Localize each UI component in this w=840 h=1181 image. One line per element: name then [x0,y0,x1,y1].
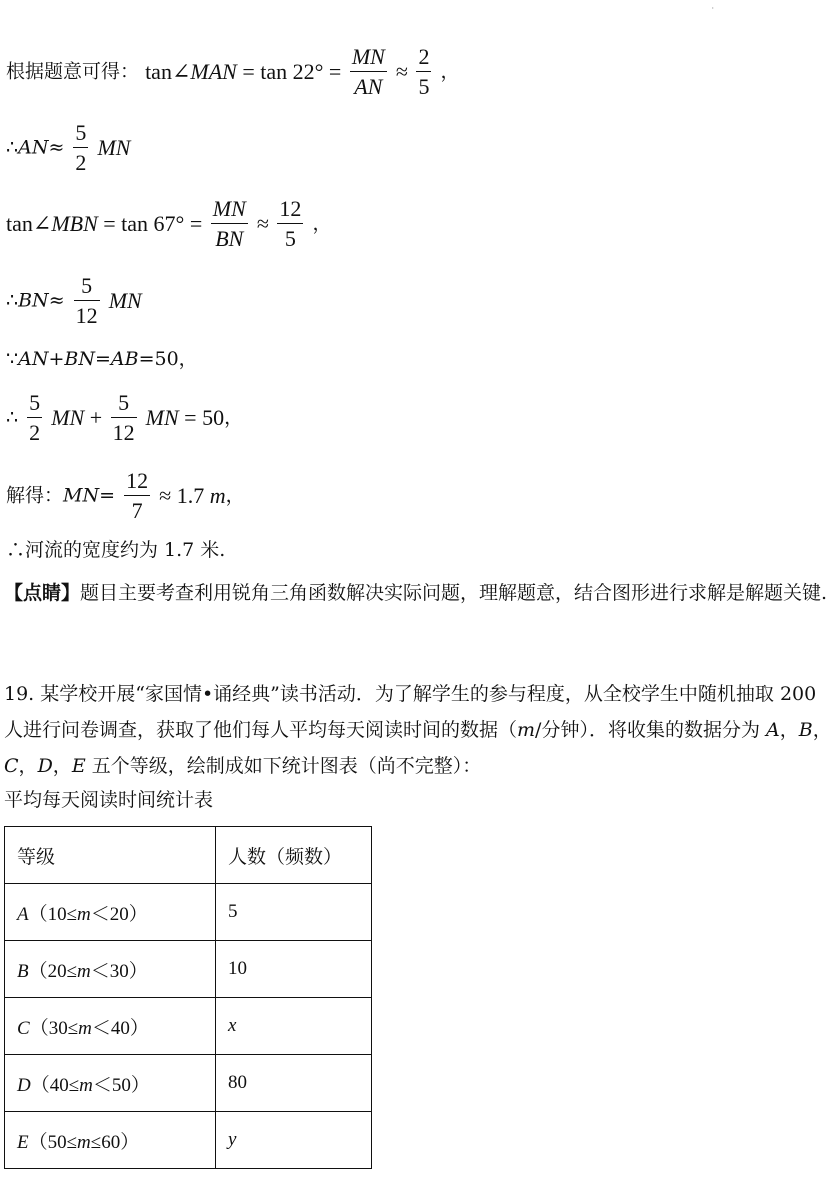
numerator: 5 [111,390,137,418]
approx-sign: ≈ [48,289,65,312]
approx-value: ≈ 1.7 [159,482,210,508]
numerator: 12 [277,196,303,224]
level-letter: D [17,1074,31,1096]
level-cell [5,884,216,941]
level-cell [5,941,216,998]
comment-paragraph [4,575,834,611]
tan-label: tan∠ [6,210,52,236]
comment-label: 【点睛】 [4,582,81,604]
range-text: （40≤ [30,1074,80,1096]
range-text: ＜20） [90,903,148,925]
punctuation: ， [224,406,244,429]
separator: ， [812,719,832,741]
range-text: （30≤ [29,1017,79,1039]
denominator: 5 [284,226,296,252]
count-cell: y [216,1112,372,1169]
approx-sign: ≈ [395,58,414,84]
denominator: 5 [418,74,430,100]
reading-time-table [4,826,372,1169]
problem-text: /分钟）．将收集的数据分为 [535,719,766,741]
variable: m [79,1074,93,1096]
table-row [5,1112,372,1169]
level-label: B [798,719,813,741]
numerator: MN [211,196,248,224]
solution-line-3 [6,196,331,252]
variable: m [517,719,536,741]
therefore-symbol: ∴ [6,406,25,429]
header-count: 人数（频数） [216,827,372,884]
punctuation: ， [225,484,245,507]
level-letter: B [17,960,29,982]
variable: MN [108,287,142,313]
variable: MN [97,134,131,160]
therefore-symbol: ∴ [6,136,19,159]
comment-text: 题目主要考查利用锐角三角函数解决实际问题，理解题意，结合图形进行求解是解题关键. [80,582,828,604]
level-label: D [37,755,53,777]
range-text: （50≤ [28,1131,78,1153]
problem-text: 某学校开展“家国情•诵经典”读书活动．为了解学生的参与程度，从全校学生中随机抽取 200 人进行问卷调查，获取了他们每人平均每天阅读时间的数据（ [4,683,817,741]
variable: m [77,1131,91,1153]
unit: m [209,482,226,508]
table-row [5,941,372,998]
denominator: 2 [75,150,87,176]
variable: MN [145,404,179,430]
equation-italic: AN+BN=AB [18,348,139,370]
numerator: 12 [124,468,150,496]
fraction [211,196,248,252]
range-text: ≤60） [90,1131,140,1153]
denominator: 7 [131,498,143,524]
scan-dot: · [711,4,714,13]
variable: m [78,1017,92,1039]
variable: AN [18,136,49,159]
count-cell: x [216,998,372,1055]
solution-line-5 [6,350,198,369]
denominator: 12 [112,420,135,446]
range-text: （20≤ [28,960,78,982]
variable: MN [51,404,85,430]
fraction [124,468,150,524]
line-prefix: 解得： [6,484,64,507]
denominator: AN [354,74,383,100]
numerator: 5 [74,273,100,301]
equation-rest: = 50 [178,404,225,430]
variable: m [77,960,91,982]
line-prefix: 根据题意可得： [6,60,140,83]
angle-name: MBN [51,210,98,236]
fraction [73,120,88,176]
range-text: ＜50） [92,1074,150,1096]
solution-line-4 [6,273,142,329]
numerator: 5 [27,390,42,418]
fraction [111,390,137,446]
variable: BN [18,289,49,312]
equation-part: = tan 22° = [236,58,347,84]
separator: ， [18,755,38,777]
numerator: 2 [416,44,431,72]
approx-sign: ≈ [48,136,65,159]
fraction [416,44,431,100]
plus-sign: + [84,404,108,430]
table-row [5,884,372,941]
table-caption: 平均每天阅读时间统计表 [4,789,214,811]
angle-name: MAN [190,58,237,84]
level-letter: A [17,903,29,925]
solution-line-6 [6,390,243,446]
fraction [277,196,303,252]
range-text: ＜40） [91,1017,149,1039]
level-label: C [4,755,19,777]
solution-line-7 [6,468,245,524]
variable: m [77,903,91,925]
level-letter: C [17,1017,30,1039]
problem-19 [4,676,834,784]
problem-text: 五个等级，绘制成如下统计图表（尚不完整）： [85,755,482,777]
range-text: （10≤ [28,903,78,925]
count-cell: 10 [216,941,372,998]
numerator: 5 [73,120,88,148]
table-row [5,998,372,1055]
level-cell [5,1055,216,1112]
level-label: A [766,719,780,741]
denominator: 12 [75,303,98,329]
level-cell [5,998,216,1055]
level-letter: E [17,1131,29,1153]
level-cell [5,1112,216,1169]
equals-sign: = [99,484,116,507]
range-text: ＜30） [90,960,148,982]
fraction [350,44,387,100]
punctuation: ， [312,212,332,235]
count-cell: 80 [216,1055,372,1112]
equation-rest: =50， [138,348,198,370]
solution-conclusion: ∴河流的宽度约为 1.7 米. [6,539,226,561]
solution-line-2 [6,120,130,176]
numerator: MN [350,44,387,72]
fraction [27,390,42,446]
header-level: 等级 [5,827,216,884]
separator: ， [52,755,72,777]
solution-line-1 [6,44,460,100]
count-cell: 5 [216,884,372,941]
equation-part: = tan 67° = [97,210,208,236]
tan-label: tan∠ [145,58,191,84]
variable: MN [63,484,100,507]
separator: ， [779,719,799,741]
level-label: E [71,755,86,777]
punctuation: ， [440,60,460,83]
table-row [5,1055,372,1112]
denominator: 2 [29,420,41,446]
approx-sign: ≈ [256,210,275,236]
table-header-row [5,827,372,884]
therefore-symbol: ∴ [6,289,19,312]
problem-number: 19. [4,683,35,705]
because-symbol: ∵ [6,348,19,370]
denominator: BN [215,226,244,252]
fraction [74,273,100,329]
